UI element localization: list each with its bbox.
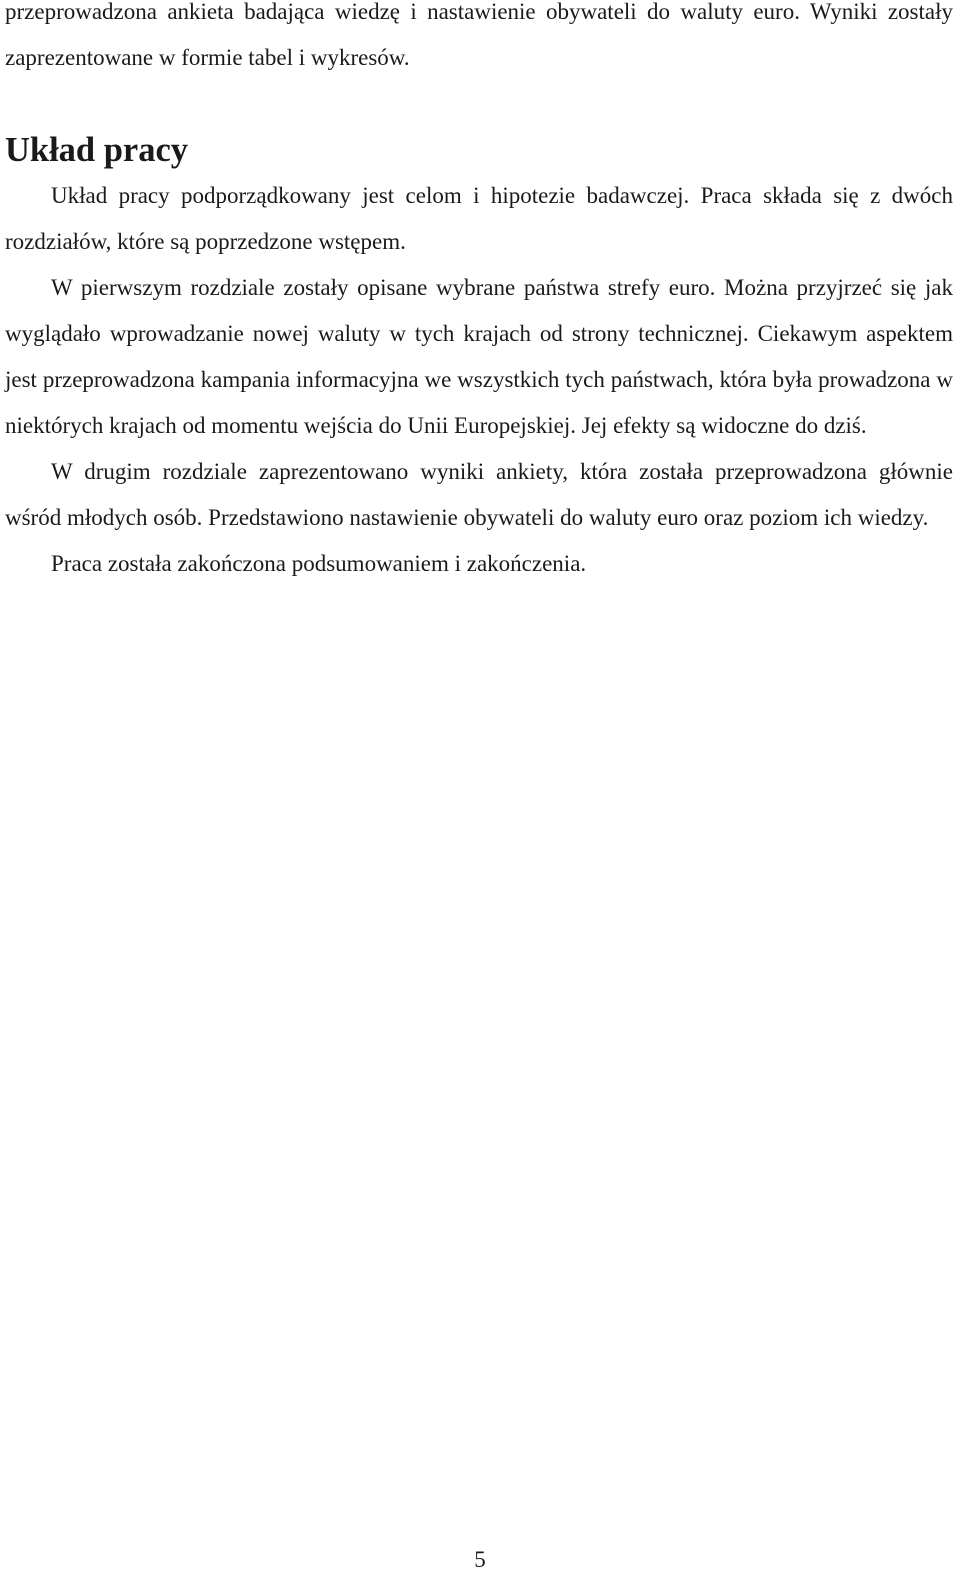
- body-paragraph-chapter-two: W drugim rozdziale zaprezentowano wyniki ankiety, która została przeprowadzona głównie wśród młodych osób. Przedstawiono nastawienie obywateli do waluty euro oraz poziom ich wiedzy.: [5, 459, 953, 530]
- page-number: 5: [474, 1547, 486, 1572]
- intro-paragraph: przeprowadzona ankieta badająca wiedzę i nastawienie obywateli do waluty euro. Wyniki zostały zaprezentowane w formie tabel i wykresów.: [5, 0, 953, 70]
- section-heading: Układ pracy: [5, 131, 189, 169]
- document-page: [5, 0, 953, 587]
- body-paragraph-structure: Układ pracy podporządkowany jest celom i hipotezie badawczej. Praca składa się z dwóch rozdziałów, które są poprzedzone wstępem.: [5, 183, 953, 254]
- body-paragraph-conclusion: Praca została zakończona podsumowaniem i zakończenia.: [51, 551, 587, 576]
- body-paragraph-chapter-one: W pierwszym rozdziale zostały opisane wybrane państwa strefy euro. Można przyjrzeć się jak wyglądało wprowadzanie nowej waluty w tych krajach od strony technicznej. Ciekawym aspektem jest przeprowadzona kampania informacyjna we wszystkich tych państwach, która była prowadzona w niektórych krajach od momentu wejścia do Unii Europejskiej. Jej efekty są widoczne do dziś.: [5, 275, 953, 438]
